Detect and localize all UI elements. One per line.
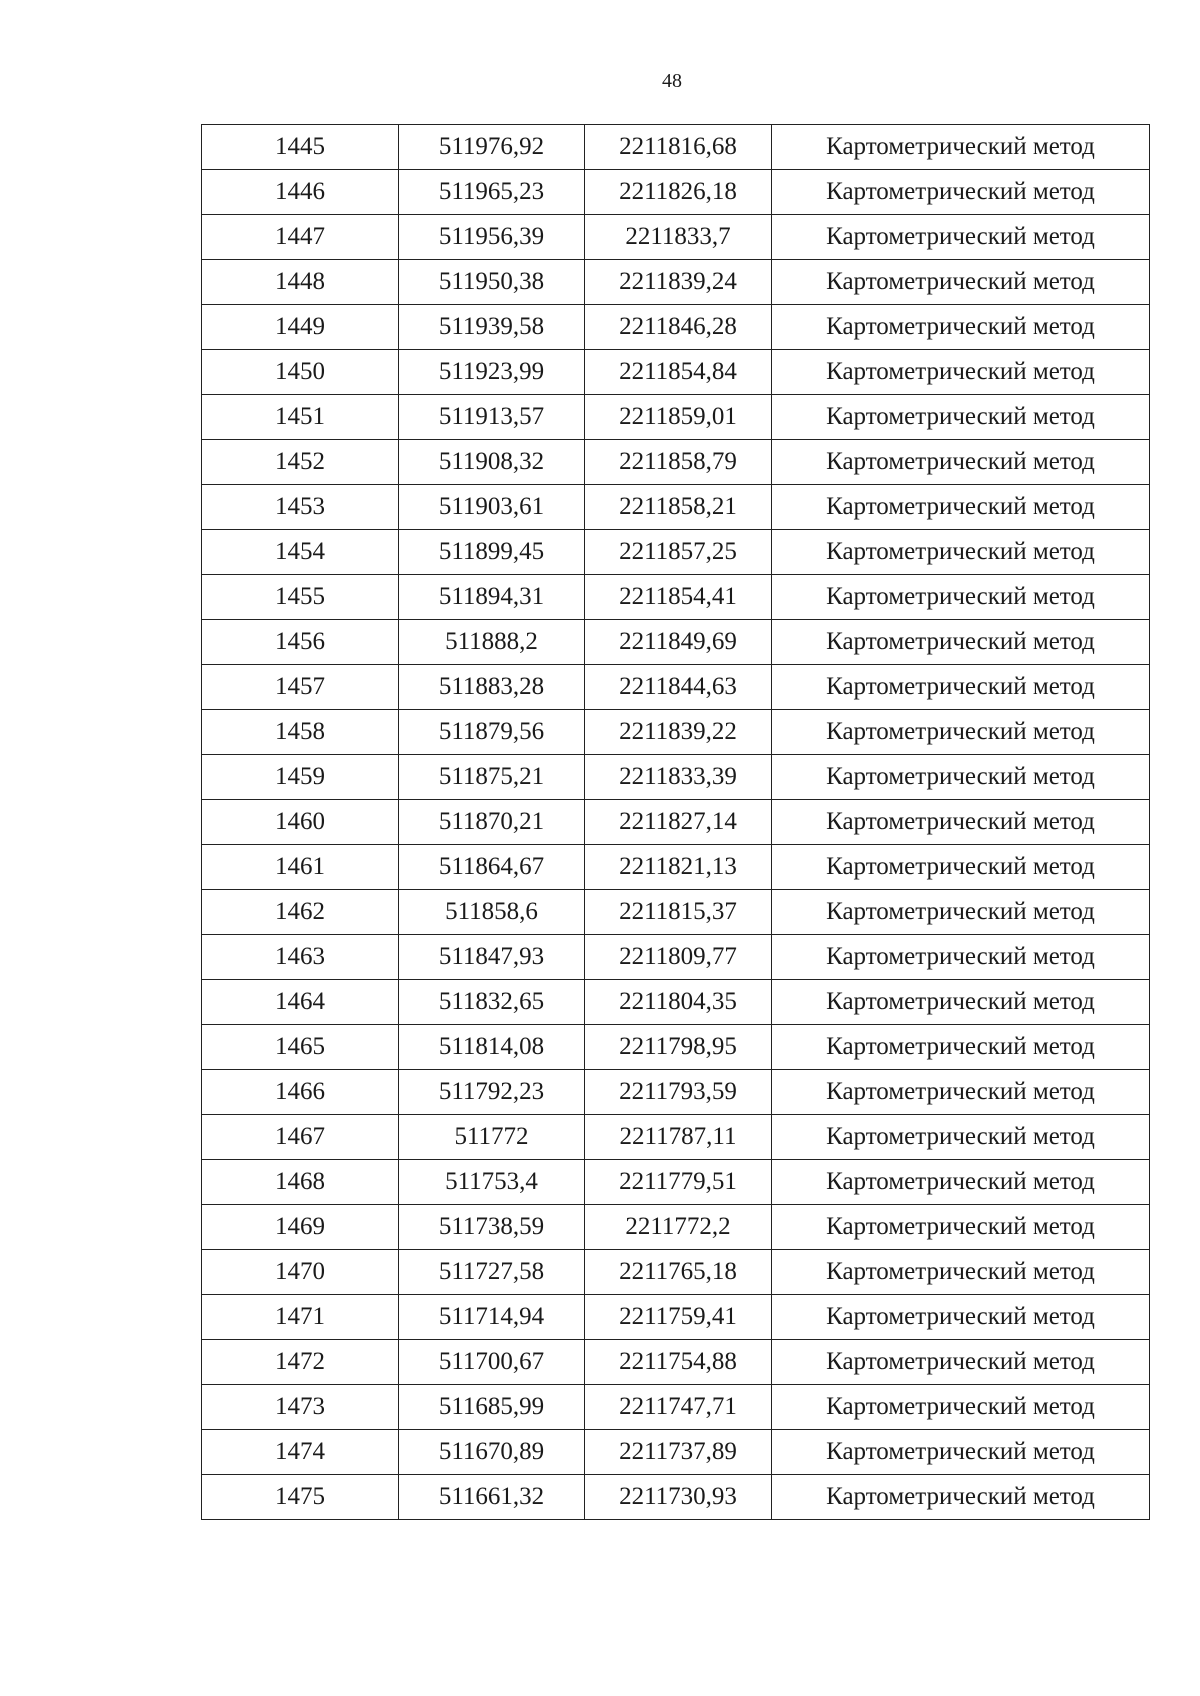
table-row [202, 1205, 1150, 1250]
table-row [202, 1430, 1150, 1475]
point-number-cell: 1474 [202, 1430, 399, 1475]
coordinates-table [201, 124, 1150, 1520]
y-coordinate-cell: 2211821,13 [585, 845, 772, 890]
method-cell: Картометрический метод [772, 620, 1150, 665]
table-row [202, 1250, 1150, 1295]
x-coordinate-cell: 511883,28 [399, 665, 585, 710]
table-row [202, 575, 1150, 620]
table-row [202, 305, 1150, 350]
table-row [202, 1295, 1150, 1340]
method-cell: Картометрический метод [772, 305, 1150, 350]
method-cell: Картометрический метод [772, 440, 1150, 485]
y-coordinate-cell: 2211809,77 [585, 935, 772, 980]
method-cell: Картометрический метод [772, 575, 1150, 620]
table-row [202, 395, 1150, 440]
table-row [202, 485, 1150, 530]
point-number-cell: 1459 [202, 755, 399, 800]
page-number: 48 [662, 70, 682, 92]
table-row [202, 890, 1150, 935]
method-cell: Картометрический метод [772, 1160, 1150, 1205]
y-coordinate-cell: 2211839,22 [585, 710, 772, 755]
method-cell: Картометрический метод [772, 890, 1150, 935]
method-cell: Картометрический метод [772, 845, 1150, 890]
y-coordinate-cell: 2211859,01 [585, 395, 772, 440]
method-cell: Картометрический метод [772, 1205, 1150, 1250]
table-row [202, 1070, 1150, 1115]
point-number-cell: 1445 [202, 125, 399, 170]
method-cell: Картометрический метод [772, 800, 1150, 845]
x-coordinate-cell: 511685,99 [399, 1385, 585, 1430]
y-coordinate-cell: 2211833,7 [585, 215, 772, 260]
method-cell: Картометрический метод [772, 125, 1150, 170]
y-coordinate-cell: 2211772,2 [585, 1205, 772, 1250]
table-row [202, 260, 1150, 305]
point-number-cell: 1452 [202, 440, 399, 485]
point-number-cell: 1464 [202, 980, 399, 1025]
point-number-cell: 1467 [202, 1115, 399, 1160]
method-cell: Картометрический метод [772, 665, 1150, 710]
x-coordinate-cell: 511903,61 [399, 485, 585, 530]
point-number-cell: 1461 [202, 845, 399, 890]
x-coordinate-cell: 511965,23 [399, 170, 585, 215]
x-coordinate-cell: 511714,94 [399, 1295, 585, 1340]
point-number-cell: 1457 [202, 665, 399, 710]
y-coordinate-cell: 2211815,37 [585, 890, 772, 935]
coordinates-table-body [202, 125, 1150, 1520]
point-number-cell: 1456 [202, 620, 399, 665]
y-coordinate-cell: 2211816,68 [585, 125, 772, 170]
x-coordinate-cell: 511908,32 [399, 440, 585, 485]
point-number-cell: 1450 [202, 350, 399, 395]
y-coordinate-cell: 2211730,93 [585, 1475, 772, 1520]
point-number-cell: 1471 [202, 1295, 399, 1340]
point-number-cell: 1462 [202, 890, 399, 935]
x-coordinate-cell: 511772 [399, 1115, 585, 1160]
table-row [202, 980, 1150, 1025]
method-cell: Картометрический метод [772, 350, 1150, 395]
table-row [202, 665, 1150, 710]
table-row [202, 530, 1150, 575]
point-number-cell: 1463 [202, 935, 399, 980]
y-coordinate-cell: 2211787,11 [585, 1115, 772, 1160]
y-coordinate-cell: 2211854,41 [585, 575, 772, 620]
x-coordinate-cell: 511661,32 [399, 1475, 585, 1520]
y-coordinate-cell: 2211765,18 [585, 1250, 772, 1295]
table-row [202, 215, 1150, 260]
x-coordinate-cell: 511870,21 [399, 800, 585, 845]
table-row [202, 1340, 1150, 1385]
x-coordinate-cell: 511792,23 [399, 1070, 585, 1115]
x-coordinate-cell: 511700,67 [399, 1340, 585, 1385]
method-cell: Картометрический метод [772, 1385, 1150, 1430]
x-coordinate-cell: 511913,57 [399, 395, 585, 440]
y-coordinate-cell: 2211849,69 [585, 620, 772, 665]
method-cell: Картометрический метод [772, 1430, 1150, 1475]
x-coordinate-cell: 511727,58 [399, 1250, 585, 1295]
x-coordinate-cell: 511950,38 [399, 260, 585, 305]
x-coordinate-cell: 511832,65 [399, 980, 585, 1025]
table-row [202, 440, 1150, 485]
point-number-cell: 1448 [202, 260, 399, 305]
point-number-cell: 1451 [202, 395, 399, 440]
x-coordinate-cell: 511888,2 [399, 620, 585, 665]
y-coordinate-cell: 2211857,25 [585, 530, 772, 575]
method-cell: Картометрический метод [772, 485, 1150, 530]
method-cell: Картометрический метод [772, 530, 1150, 575]
y-coordinate-cell: 2211747,71 [585, 1385, 772, 1430]
method-cell: Картометрический метод [772, 1475, 1150, 1520]
y-coordinate-cell: 2211737,89 [585, 1430, 772, 1475]
x-coordinate-cell: 511923,99 [399, 350, 585, 395]
point-number-cell: 1458 [202, 710, 399, 755]
y-coordinate-cell: 2211798,95 [585, 1025, 772, 1070]
x-coordinate-cell: 511864,67 [399, 845, 585, 890]
table-row [202, 350, 1150, 395]
table-row [202, 935, 1150, 980]
method-cell: Картометрический метод [772, 980, 1150, 1025]
point-number-cell: 1472 [202, 1340, 399, 1385]
x-coordinate-cell: 511939,58 [399, 305, 585, 350]
x-coordinate-cell: 511875,21 [399, 755, 585, 800]
table-row [202, 170, 1150, 215]
x-coordinate-cell: 511956,39 [399, 215, 585, 260]
method-cell: Картометрический метод [772, 215, 1150, 260]
method-cell: Картометрический метод [772, 170, 1150, 215]
method-cell: Картометрический метод [772, 1025, 1150, 1070]
table-row [202, 1025, 1150, 1070]
y-coordinate-cell: 2211833,39 [585, 755, 772, 800]
point-number-cell: 1475 [202, 1475, 399, 1520]
table-row [202, 1385, 1150, 1430]
point-number-cell: 1466 [202, 1070, 399, 1115]
table-row [202, 1115, 1150, 1160]
method-cell: Картометрический метод [772, 395, 1150, 440]
y-coordinate-cell: 2211846,28 [585, 305, 772, 350]
table-row [202, 800, 1150, 845]
method-cell: Картометрический метод [772, 755, 1150, 800]
method-cell: Картометрический метод [772, 935, 1150, 980]
point-number-cell: 1447 [202, 215, 399, 260]
point-number-cell: 1455 [202, 575, 399, 620]
y-coordinate-cell: 2211793,59 [585, 1070, 772, 1115]
x-coordinate-cell: 511976,92 [399, 125, 585, 170]
x-coordinate-cell: 511814,08 [399, 1025, 585, 1070]
method-cell: Картометрический метод [772, 1070, 1150, 1115]
method-cell: Картометрический метод [772, 1295, 1150, 1340]
y-coordinate-cell: 2211839,24 [585, 260, 772, 305]
table-row [202, 1475, 1150, 1520]
x-coordinate-cell: 511753,4 [399, 1160, 585, 1205]
table-row [202, 125, 1150, 170]
x-coordinate-cell: 511858,6 [399, 890, 585, 935]
point-number-cell: 1460 [202, 800, 399, 845]
x-coordinate-cell: 511879,56 [399, 710, 585, 755]
x-coordinate-cell: 511899,45 [399, 530, 585, 575]
point-number-cell: 1473 [202, 1385, 399, 1430]
point-number-cell: 1449 [202, 305, 399, 350]
x-coordinate-cell: 511670,89 [399, 1430, 585, 1475]
table-row [202, 755, 1150, 800]
x-coordinate-cell: 511738,59 [399, 1205, 585, 1250]
point-number-cell: 1446 [202, 170, 399, 215]
y-coordinate-cell: 2211804,35 [585, 980, 772, 1025]
x-coordinate-cell: 511847,93 [399, 935, 585, 980]
method-cell: Картометрический метод [772, 1250, 1150, 1295]
y-coordinate-cell: 2211858,79 [585, 440, 772, 485]
table-row [202, 845, 1150, 890]
table-row [202, 1160, 1150, 1205]
point-number-cell: 1469 [202, 1205, 399, 1250]
method-cell: Картометрический метод [772, 710, 1150, 755]
y-coordinate-cell: 2211779,51 [585, 1160, 772, 1205]
table-row [202, 710, 1150, 755]
y-coordinate-cell: 2211826,18 [585, 170, 772, 215]
y-coordinate-cell: 2211827,14 [585, 800, 772, 845]
point-number-cell: 1454 [202, 530, 399, 575]
y-coordinate-cell: 2211759,41 [585, 1295, 772, 1340]
y-coordinate-cell: 2211844,63 [585, 665, 772, 710]
point-number-cell: 1465 [202, 1025, 399, 1070]
table-row [202, 620, 1150, 665]
point-number-cell: 1453 [202, 485, 399, 530]
y-coordinate-cell: 2211854,84 [585, 350, 772, 395]
point-number-cell: 1468 [202, 1160, 399, 1205]
y-coordinate-cell: 2211754,88 [585, 1340, 772, 1385]
method-cell: Картометрический метод [772, 260, 1150, 305]
method-cell: Картометрический метод [772, 1340, 1150, 1385]
x-coordinate-cell: 511894,31 [399, 575, 585, 620]
method-cell: Картометрический метод [772, 1115, 1150, 1160]
y-coordinate-cell: 2211858,21 [585, 485, 772, 530]
point-number-cell: 1470 [202, 1250, 399, 1295]
